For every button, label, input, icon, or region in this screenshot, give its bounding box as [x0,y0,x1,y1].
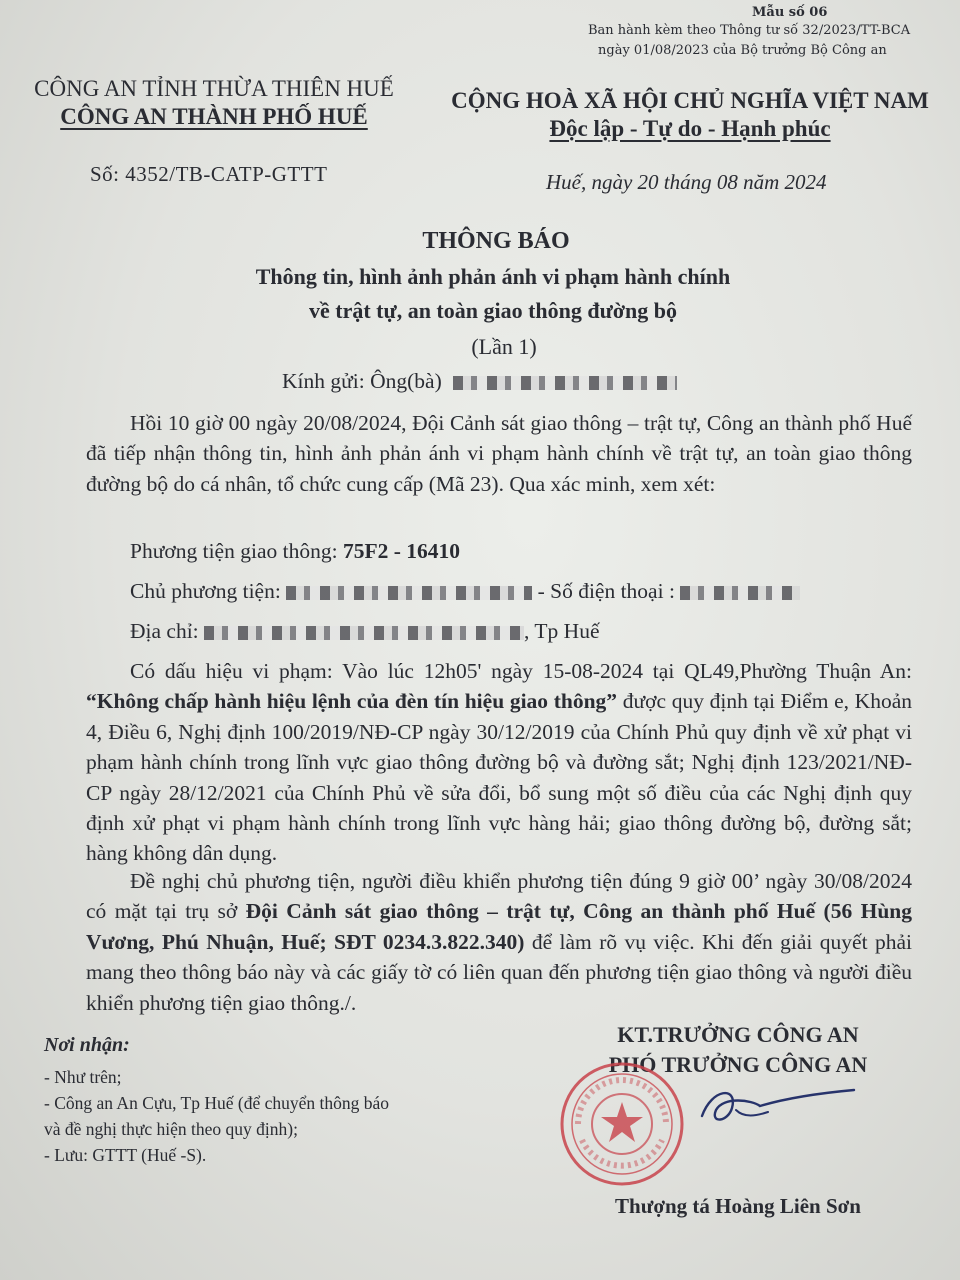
owner-line [130,576,800,606]
address-label: Địa chỉ: [130,619,199,643]
document-subtitle-1: Thông tin, hình ảnh phản ánh vi phạm hành chính [255,264,731,289]
nation-name: CỘNG HOÀ XÃ HỘI CHỦ NGHĨA VIỆT NAM [451,88,929,113]
signer-name: Thượng tá Hoàng Liên Sơn [615,1194,861,1218]
recipient-label: Kính gửi: Ông(bà) [282,369,442,393]
violation-lead: Có dấu hiệu vi phạm: Vào lúc 12h05' ngày 15-08-2024 tại QL49,Phường Thuận An: [130,659,912,683]
address-city: , Tp Huế [524,619,600,643]
notice-round: (Lần 1) [471,334,537,359]
agency-name-text: CÔNG AN THÀNH PHỐ HUẾ [60,104,368,129]
recipients-item: - Lưu: GTTT (Huế -S). [44,1145,207,1165]
signature-title-1: KT.TRƯỞNG CÔNG AN [617,1022,859,1047]
form-reference-line1: Ban hành kèm theo Thông tư số 32/2023/TT-BCA [588,23,911,38]
request-paragraph [86,866,912,1018]
request-rest: để làm rõ vụ việc. Khi đến giải quyết phải mang theo thông báo này và các giấy tờ có liên quan đến phương tiện giao thông và người điều khiển phương tiện giao thông./. [86,929,912,1015]
recipients-item: - Như trên; [44,1067,122,1087]
redacted-phone [680,586,800,600]
phone-label: - Số điện thoại : [532,579,675,603]
owner-label: Chủ phương tiện: [130,579,281,603]
redacted-owner [286,586,532,600]
document-date: Huế, ngày 20 tháng 08 năm 2024 [546,170,827,194]
vehicle-line [130,536,460,566]
recipients-heading: Nơi nhận: [44,1034,130,1056]
document-number: Số: 4352/TB-CATP-GTTT [90,162,328,186]
form-code: Mẫu số 06 [752,5,828,20]
violation-act: “Không chấp hành hiệu lệnh của đèn tín hiệu giao thông” [86,689,618,714]
recipient-line [282,366,677,396]
recipients-item: - Công an An Cựu, Tp Huế (để chuyển thông báo [44,1093,390,1113]
form-reference-line2: ngày 01/08/2023 của Bộ trưởng Bộ Công an [598,43,887,58]
document-subtitle-2: về trật tự, an toàn giao thông đường bộ [308,298,677,323]
license-plate: 75F2 - 16410 [342,539,460,563]
request-place: Đội Cảnh sát giao thông – trật tự, Công an thành phố Huế (56 Hùng Vương, Phú Nhuận, Huế; SĐT 0234.3.822.340) [86,899,912,954]
request-lead: Đề nghị chủ phương tiện, người điều khiển phương tiện đúng 9 giờ 00’ ngày 30/08/2024 có mặt tại trụ sở [86,869,912,924]
nation-motto [430,116,950,142]
vehicle-label: Phương tiện giao thông: [130,539,343,563]
intro-paragraph: Hồi 10 giờ 00 ngày 20/08/2024, Đội Cảnh sát giao thông – trật tự, Công an thành phố Huế đã tiếp nhận thông tin, hình ảnh phản ánh vi phạm hành chính về trật tự, an toàn giao thông đường bộ do cá nhân, tổ chức cung cấp (Mã 23). Qua xác minh, xem xét: [86,411,912,496]
agency-name [14,104,414,130]
address-line [130,616,600,646]
handwritten-signature [640,1070,870,1160]
recipients-item: và đề nghị thực hiện theo quy định); [44,1119,298,1139]
document-title: THÔNG BÁO [422,228,570,254]
redacted-address [204,626,524,640]
nation-motto-text: Độc lập - Tự do - Hạnh phúc [549,116,831,141]
violation-legal-basis: được quy định tại Điểm e, Khoản 4, Điều 6, Nghị định 100/2019/NĐ-CP ngày 30/12/2019 của Chính Phủ quy định về xử phạt vi phạm hành chính trong lĩnh vực giao thông đường bộ và đường sắt; Nghị định 123/2021/NĐ-CP ngày 28/12/2021 của Chính Phủ về sửa đổi, bổ sung một số điều của các Nghị định quy định xử phạt vi phạm hành chính trong lĩnh vực hàng hải; giao thông đường bộ, đường sắt; hàng không dân dụng. [86,689,913,866]
violation-paragraph [86,656,912,869]
recipients-list [44,1064,389,1168]
agency-parent: CÔNG AN TỈNH THỪA THIÊN HUẾ [34,76,394,101]
signature-title-2: PHÓ TRƯỞNG CÔNG AN [608,1052,868,1077]
redacted-name [453,376,677,390]
